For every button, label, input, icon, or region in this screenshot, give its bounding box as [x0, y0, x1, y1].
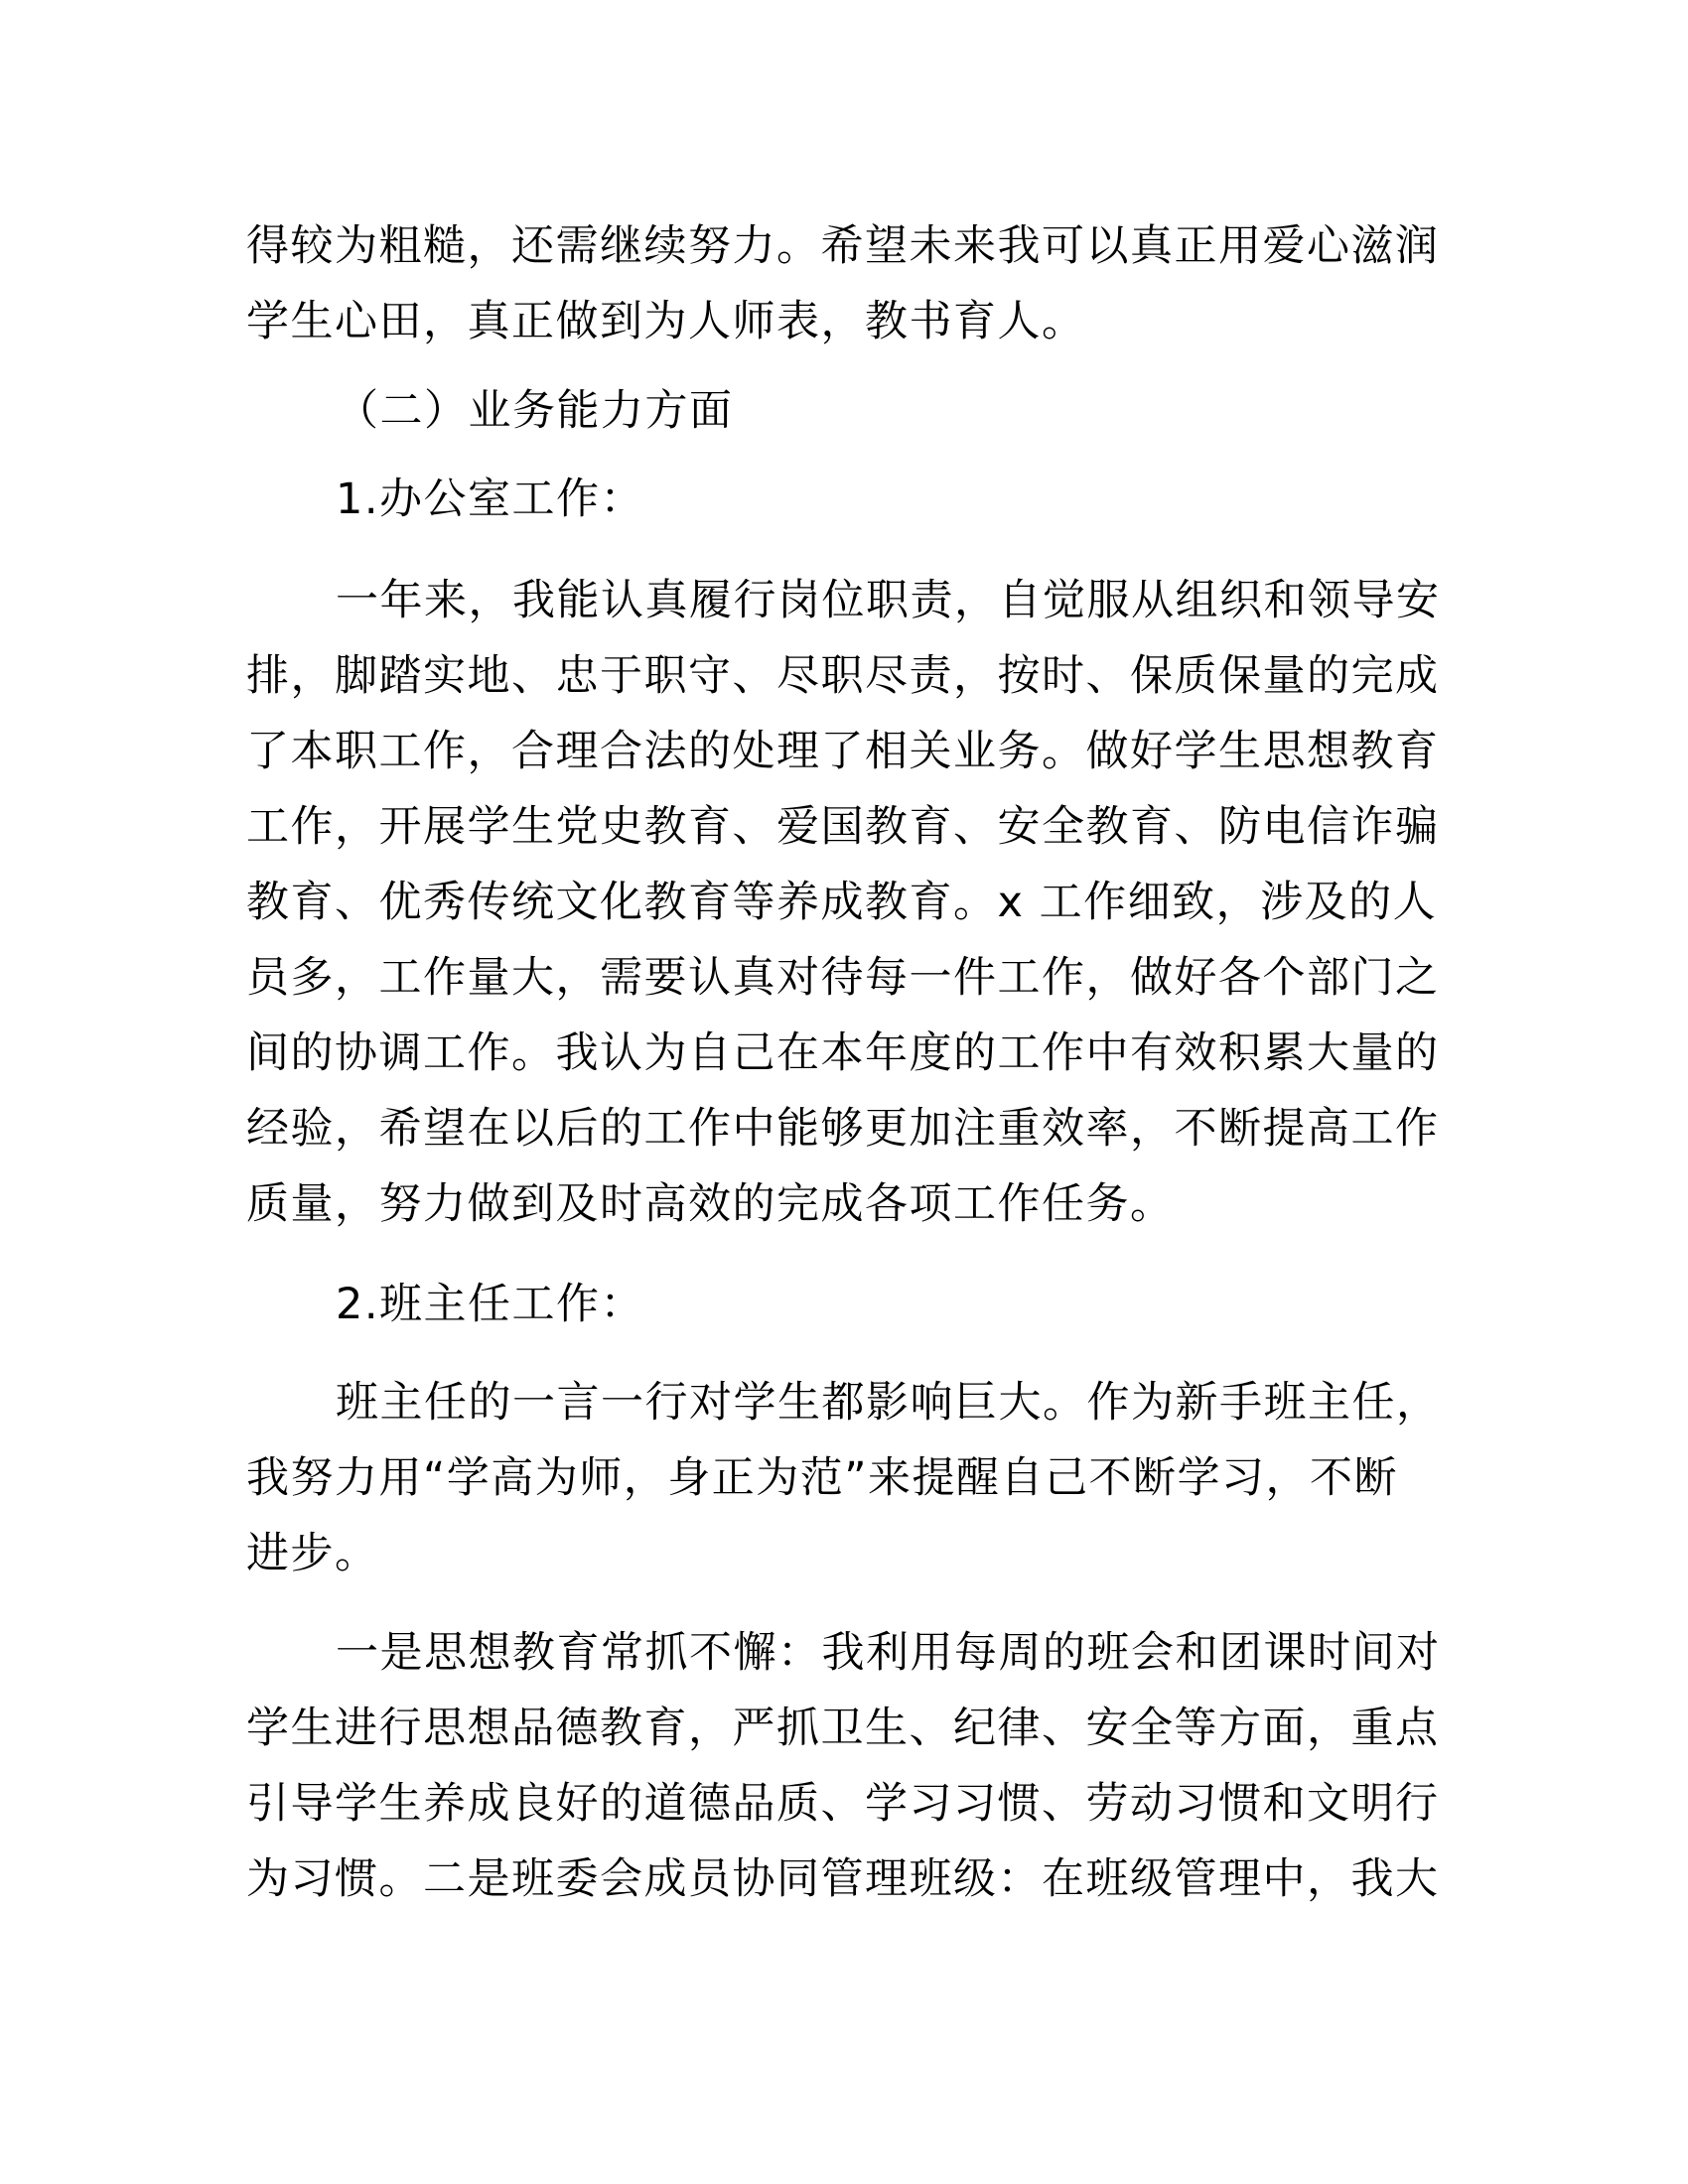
section-heading: （二）业务能力方面 [336, 386, 734, 436]
text-line: 一年来，我能认真履行岗位职责，自觉服从组织和领导安 [336, 576, 1441, 625]
subsection-heading: 2.班主任工作： [336, 1280, 645, 1329]
text-line: 得较为粗糙，还需继续努力。希望未来我可以真正用爱心滋润 [246, 221, 1440, 271]
text-line: 为习惯。二是班委会成员协同管理班级：在班级管理中，我大 [246, 1854, 1440, 1904]
text-line: 教育、优秀传统文化教育等养成教育。x 工作细致，涉及的人 [246, 878, 1438, 927]
text-line: 班主任的一言一行对学生都影响巨大。作为新手班主任， [336, 1378, 1441, 1428]
text-line: 进步。 [246, 1529, 379, 1578]
text-line: 员多，工作量大，需要认真对待每一件工作，做好各个部门之 [246, 953, 1440, 1003]
text-line: 排，脚踏实地、忠于职守、尽职尽责，按时、保质保量的完成 [246, 651, 1440, 701]
subsection-heading: 1.办公室工作： [336, 475, 645, 524]
text-line: 一是思想教育常抓不懈：我利用每周的班会和团课时间对 [336, 1628, 1441, 1678]
text-line: 质量，努力做到及时高效的完成各项工作任务。 [246, 1179, 1175, 1229]
text-line: 了本职工作，合理合法的处理了相关业务。做好学生思想教育 [246, 727, 1440, 776]
text-line: 经验，希望在以后的工作中能够更加注重效率，不断提高工作 [246, 1104, 1440, 1154]
text-line: 我努力用“学高为师，身正为范”来提醒自己不断学习，不断 [246, 1453, 1399, 1503]
text-line: 学生进行思想品德教育，严抓卫生、纪律、安全等方面，重点 [246, 1704, 1440, 1753]
text-line: 学生心田，真正做到为人师表，教书育人。 [246, 297, 1086, 346]
text-line: 工作，开展学生党史教育、爱国教育、安全教育、防电信诈骗 [246, 802, 1440, 852]
text-line: 间的协调工作。我认为自己在本年度的工作中有效积累大量的 [246, 1028, 1440, 1078]
text-line: 引导学生养成良好的道德品质、学习习惯、劳动习惯和文明行 [246, 1779, 1440, 1829]
